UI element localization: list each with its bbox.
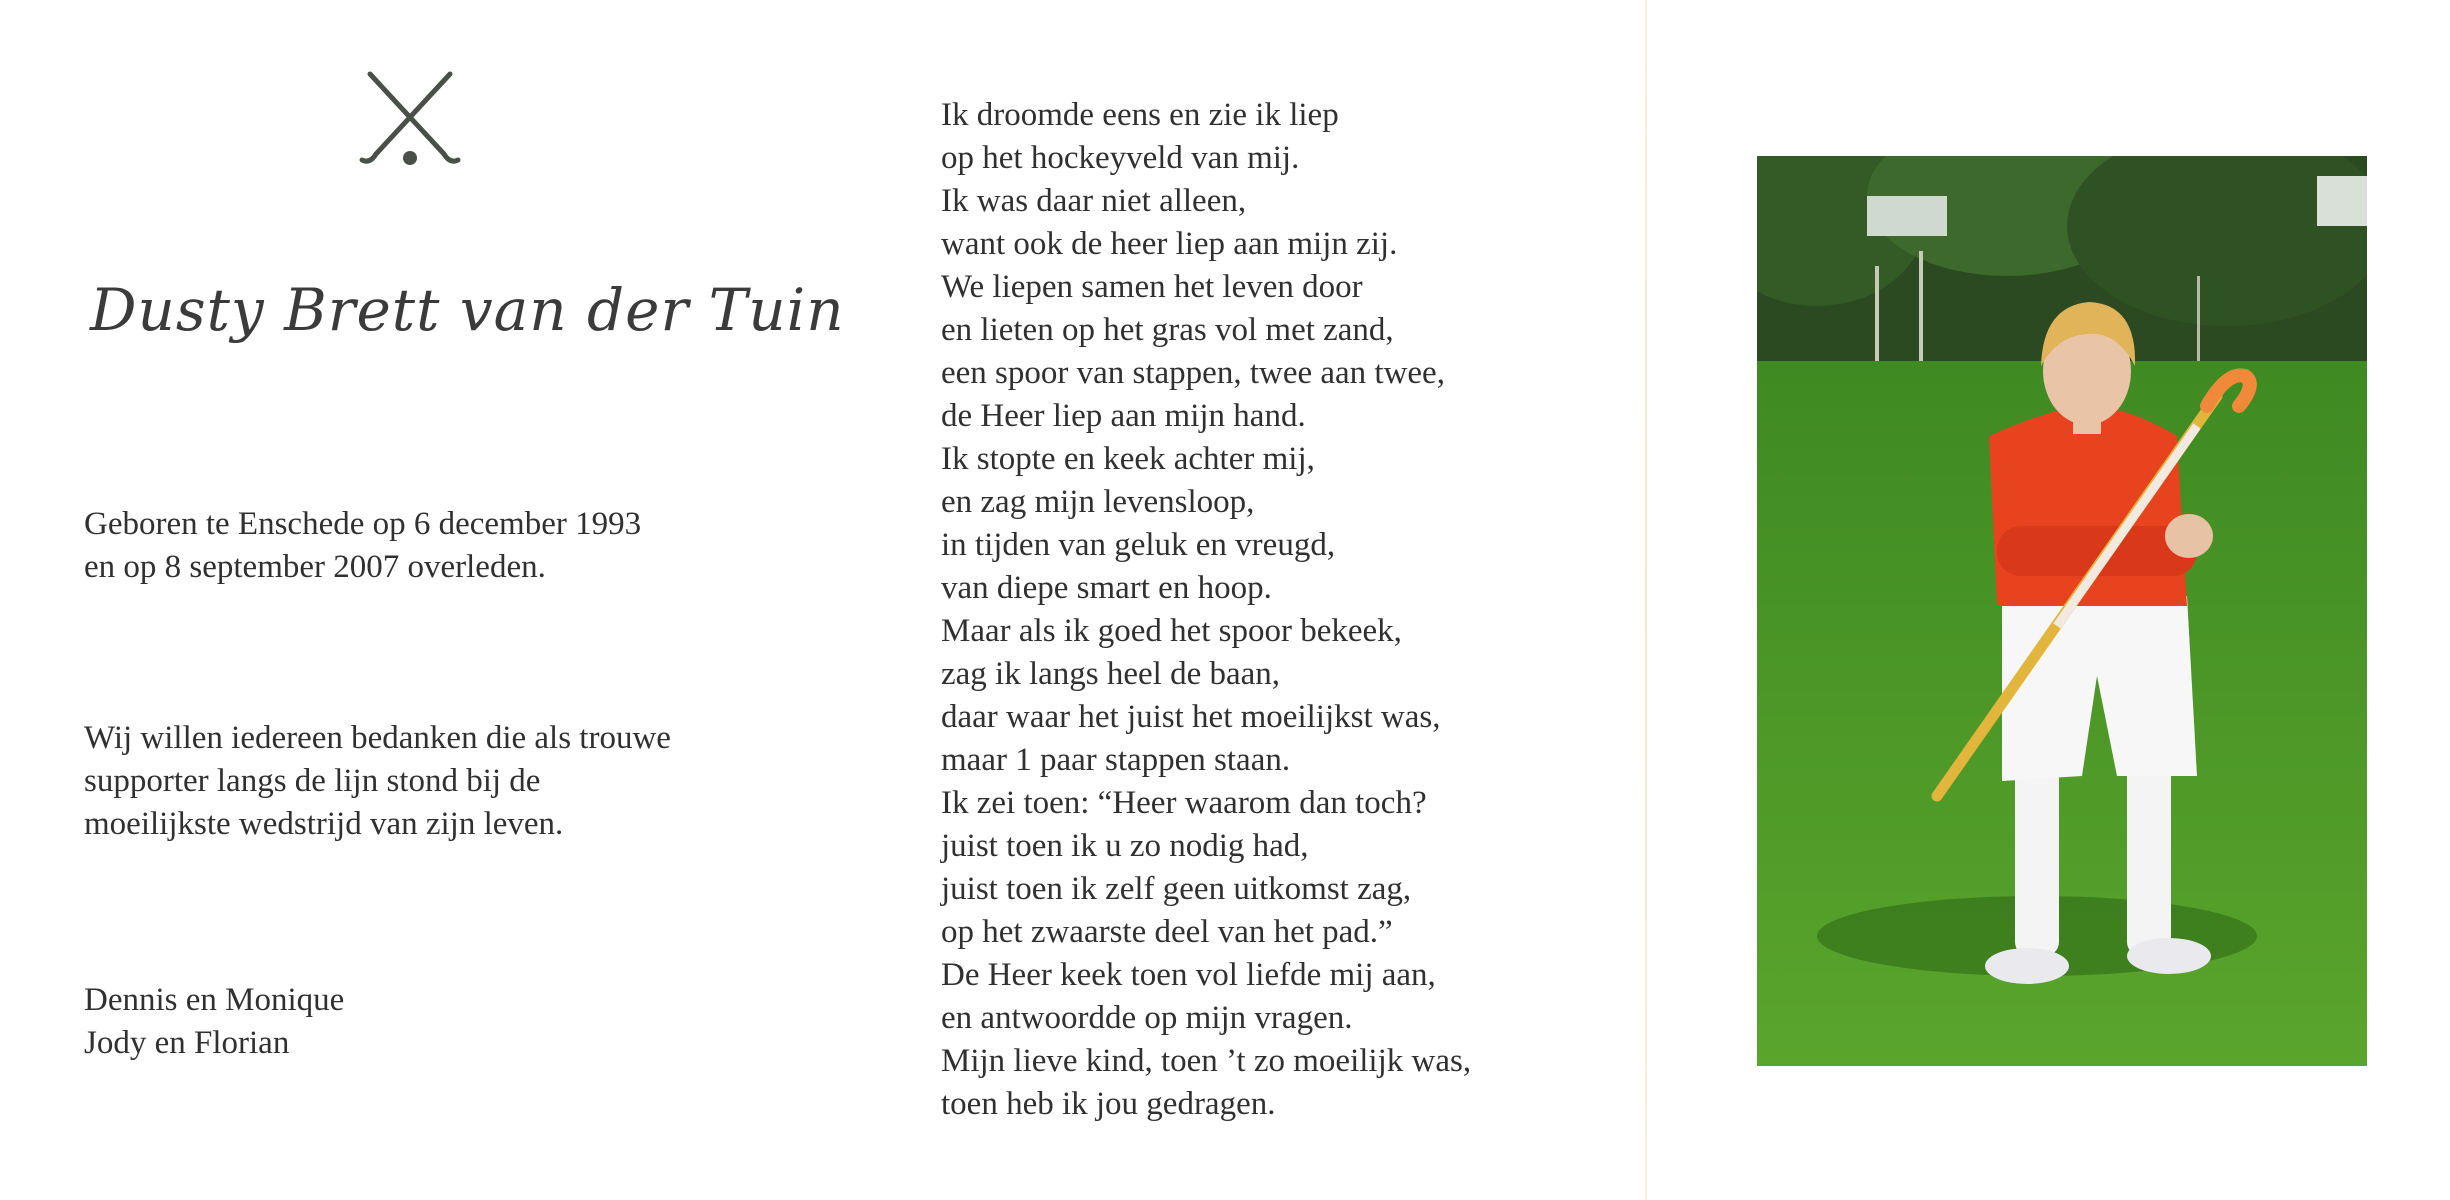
- poem-line: op het zwaarste deel van het pad.”: [941, 914, 1393, 950]
- poem-line: Ik stopte en keek achter mij,: [941, 441, 1315, 477]
- poem-line: daar waar het juist het moeilijkst was,: [941, 699, 1441, 735]
- poem-line: Maar als ik goed het spoor bekeek,: [941, 613, 1402, 649]
- poem-line: zag ik langs heel de baan,: [941, 656, 1281, 692]
- poem-line: Ik was daar niet alleen,: [941, 183, 1247, 219]
- text-line: Dennis en Monique: [84, 982, 345, 1018]
- poem-line: juist toen ik zelf geen uitkomst zag,: [941, 871, 1412, 907]
- poem-line: Mijn lieve kind, toen ’t zo moeilijk was,: [941, 1043, 1472, 1079]
- poem-line: Ik zei toen: “Heer waarom dan toch?: [941, 785, 1427, 821]
- portrait-photo: [1757, 156, 2367, 1066]
- text-line: supporter langs de lijn stond bij de: [84, 763, 541, 799]
- birth-death-text: [84, 503, 641, 589]
- poem-line: We liepen samen het leven door: [941, 269, 1363, 305]
- crossed-hockey-sticks-icon: [352, 66, 468, 176]
- poem-line: op het hockeyveld van mij.: [941, 140, 1300, 176]
- text-line: Geboren te Enschede op 6 december 1993: [84, 506, 642, 542]
- text-line: Jody en Florian: [84, 1025, 290, 1061]
- poem-line: toen heb ik jou gedragen.: [941, 1086, 1276, 1122]
- deceased-name: Dusty Brett van der Tuin: [90, 276, 845, 344]
- thanks-text: [84, 717, 671, 846]
- poem-line: maar 1 paar stappen staan.: [941, 742, 1291, 778]
- card-fold-line: [1645, 0, 1647, 1200]
- text-line: moeilijkste wedstrijd van zijn leven.: [84, 806, 564, 842]
- poem-line: Ik droomde eens en zie ik liep: [941, 97, 1339, 133]
- poem-line: de Heer liep aan mijn hand.: [941, 398, 1306, 434]
- text-line: en op 8 september 2007 overleden.: [84, 549, 546, 585]
- poem-line: een spoor van stappen, twee aan twee,: [941, 355, 1445, 391]
- poem-line: juist toen ik u zo nodig had,: [941, 828, 1309, 864]
- family-signatures: [84, 979, 344, 1065]
- poem-line: van diepe smart en hoop.: [941, 570, 1272, 606]
- poem: [941, 94, 1471, 1126]
- poem-line: en lieten op het gras vol met zand,: [941, 312, 1394, 348]
- text-line: Wij willen iedereen bedanken die als trouwe: [84, 720, 671, 756]
- poem-line: en antwoordde op mijn vragen.: [941, 1000, 1353, 1036]
- poem-line: De Heer keek toen vol liefde mij aan,: [941, 957, 1436, 993]
- poem-line: in tijden van geluk en vreugd,: [941, 527, 1336, 563]
- poem-line: want ook de heer liep aan mijn zij.: [941, 226, 1398, 262]
- poem-line: en zag mijn levensloop,: [941, 484, 1255, 520]
